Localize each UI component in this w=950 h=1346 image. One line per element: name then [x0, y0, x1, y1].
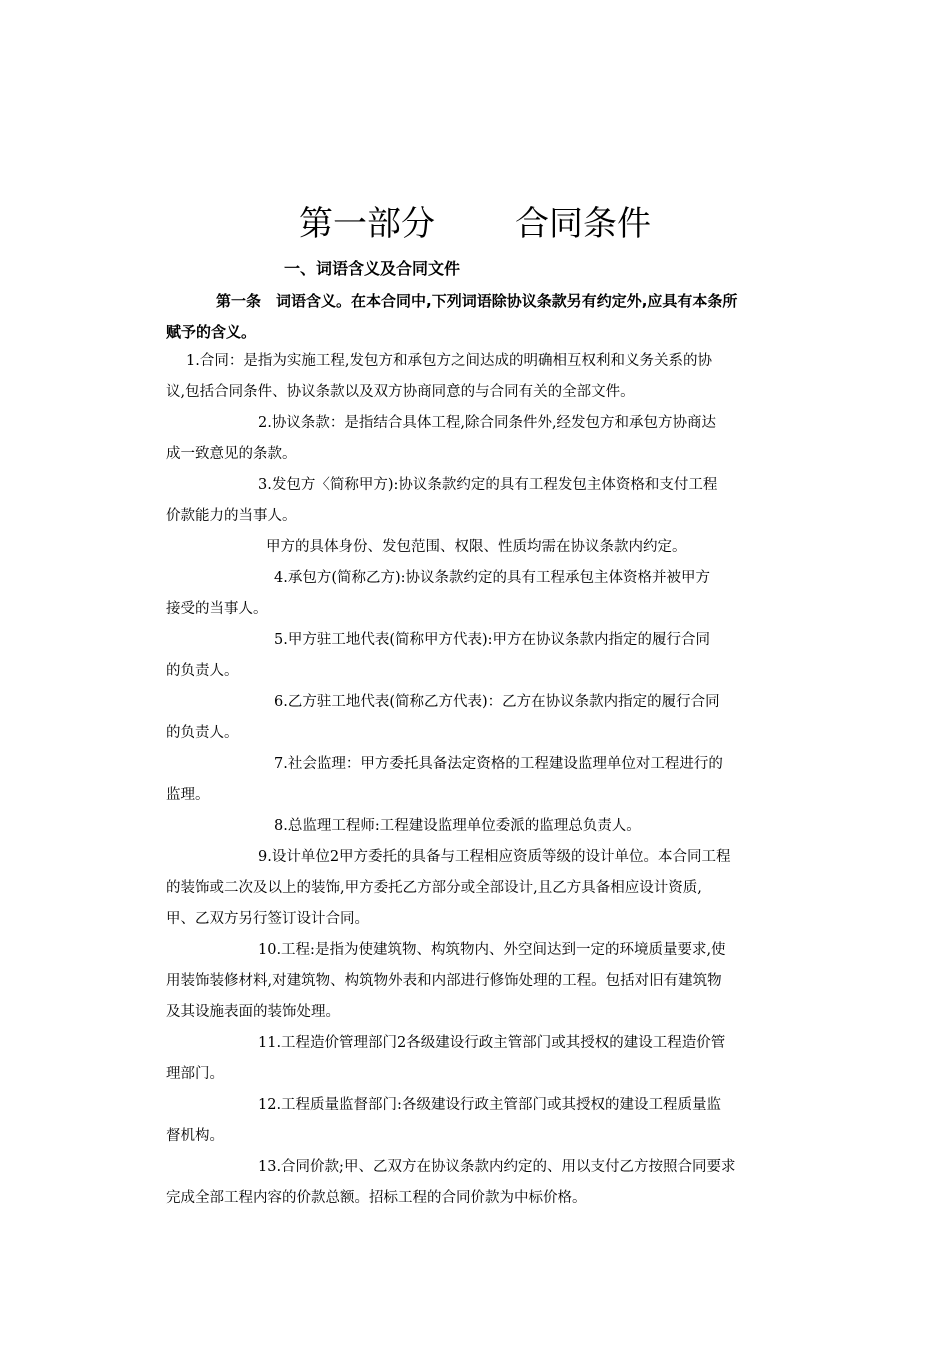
definition-item-11 [166, 1028, 806, 1090]
definition-note [166, 532, 806, 563]
article-line-1: 第一条 词语含义。在本合同中,下列词语除协议条款另有约定外,应具有本条所 [216, 292, 738, 310]
item-line: 成一致意见的条款。 [166, 446, 297, 462]
definition-item-2 [166, 408, 806, 470]
item-line: 的负责人。 [166, 663, 239, 679]
definition-item-1 [166, 346, 806, 408]
item-line: 督机构。 [166, 1128, 224, 1144]
item-line: 11.工程造价管理部门2各级建设行政主管部门或其授权的建设工程造价管 [258, 1035, 726, 1051]
item-line: 议,包括合同条件、协议条款以及双方协商同意的与合同有关的全部文件。 [166, 384, 635, 400]
item-line: 接受的当事人。 [166, 601, 268, 617]
section-heading: 一、词语含义及合同文件 [284, 259, 461, 278]
definition-item-13 [166, 1152, 806, 1214]
item-line: 13.合同价款;甲、乙双方在协议条款内约定的、用以支付乙方按照合同要求 [258, 1159, 736, 1175]
article-line-2: 赋予的含义。 [166, 323, 257, 341]
item-line: 5.甲方驻工地代表(简称甲方代表):甲方在协议条款内指定的履行合同 [274, 632, 711, 648]
item-line: 及其设施表面的装饰处理。 [166, 1004, 340, 1020]
title-name: 合同条件 [515, 204, 651, 244]
item-line: 甲方的具体身份、发包范围、权限、性质均需在协议条款内约定。 [266, 539, 687, 555]
definition-item-10 [166, 935, 806, 1028]
definition-item-7 [166, 749, 806, 811]
item-line: 理部门。 [166, 1066, 224, 1082]
title-part: 第一部分 [299, 204, 435, 244]
definition-item-9 [166, 842, 806, 935]
item-line: 的装饰或二次及以上的装饰,甲方委托乙方部分或全部设计,且乙方具备相应设计资质, [166, 880, 702, 896]
item-line: 用装饰装修材料,对建筑物、构筑物外表和内部进行修饰处理的工程。包括对旧有建筑物 [166, 973, 722, 989]
item-line: 完成全部工程内容的价款总额。招标工程的合同价款为中标价格。 [166, 1190, 587, 1206]
item-line: 8.总监理工程师:工程建设监理单位委派的监理总负责人。 [274, 818, 641, 834]
definition-item-5 [166, 625, 806, 687]
item-line: 7.社会监理：甲方委托具备法定资格的工程建设监理单位对工程进行的 [274, 756, 723, 772]
item-line: 2.协议条款：是指结合具体工程,除合同条件外,经发包方和承包方协商达 [258, 415, 717, 431]
item-line: 4.承包方(简称乙方):协议条款约定的具有工程承包主体资格并被甲方 [274, 570, 711, 586]
item-line: 1.合同：是指为实施工程,发包方和承包方之间达成的明确相互权利和义务关系的协 [186, 353, 712, 369]
item-line: 3.发包方〈简称甲方):协议条款约定的具有工程发包主体资格和支付工程 [258, 477, 718, 493]
item-line: 10.工程:是指为使建筑物、构筑物内、外空间达到一定的环境质量要求,使 [258, 942, 726, 958]
item-line: 甲、乙双方另行签订设计合同。 [166, 911, 369, 927]
item-line: 监理。 [166, 787, 210, 803]
item-line: 的负责人。 [166, 725, 239, 741]
definition-item-4 [166, 563, 806, 625]
item-line: 6.乙方驻工地代表(简称乙方代表)：乙方在协议条款内指定的履行合同 [274, 694, 720, 710]
definition-item-8 [166, 811, 806, 842]
item-line: 9.设计单位2甲方委托的具备与工程相应资质等级的设计单位。本合同工程 [258, 849, 731, 865]
article-1 [166, 286, 806, 348]
definition-item-12 [166, 1090, 806, 1152]
item-line: 12.工程质量监督部门:各级建设行政主管部门或其授权的建设工程质量监 [258, 1097, 721, 1113]
definition-item-6 [166, 687, 806, 749]
page-title [0, 196, 950, 245]
item-line: 价款能力的当事人。 [166, 508, 297, 524]
definition-item-3 [166, 470, 806, 532]
